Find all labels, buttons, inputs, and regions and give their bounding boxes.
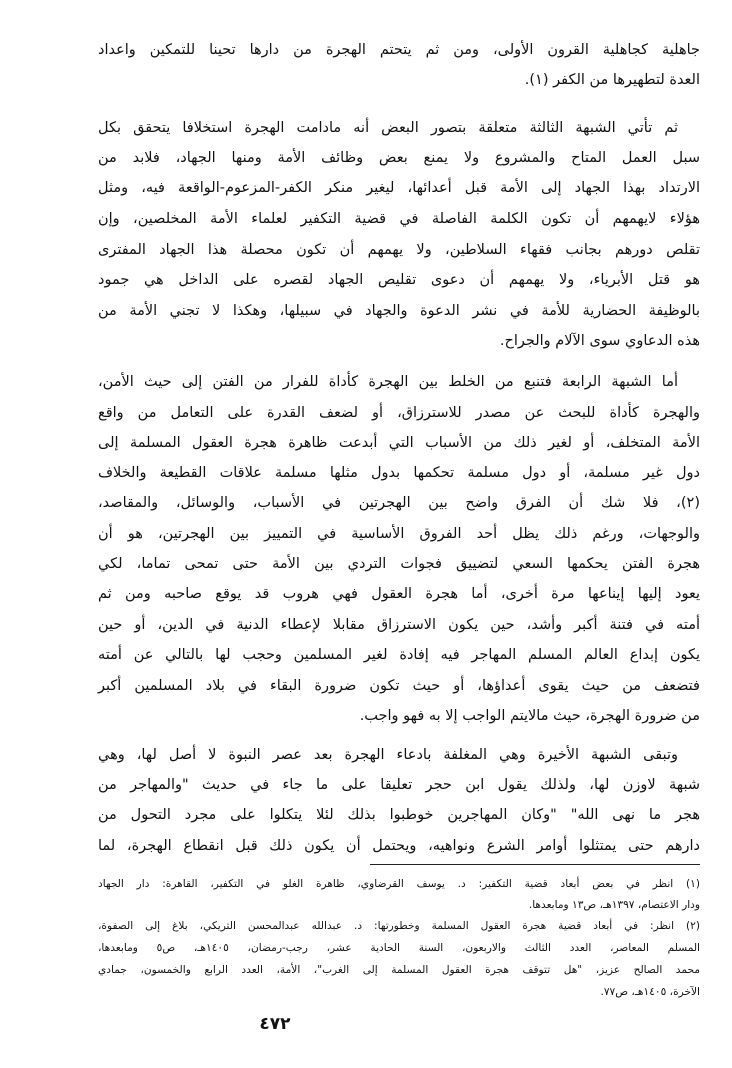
text-line: من ضرورة الهجرة، حيث مالايتم الواجب إلا به فهو واجب. xyxy=(359,708,700,724)
text-line: شبهة لاوزن لها، ولذلك يقول ابن حجر تعليقا على ما جاء في حديث "والمهاجر من xyxy=(98,777,700,793)
footnote-line: ودار الاعتصام، ١٣٩٧هـ، ص١٣ ومابعدها. xyxy=(528,899,700,911)
text-line: هجر ما نهى الله" "وكان المهاجرين خوطبوا بذلك لئلا يتكلوا على مجرد التحول من xyxy=(98,807,700,823)
text-line: يكون إبداع العالم المسلم المهاجر فيه إفادة لغير المسلمين وحجب لها بالتالي عن أمته xyxy=(98,647,700,663)
footnote-line: الآخرة، ١٤٠٥هـ، ص٧٧. xyxy=(600,986,700,998)
text-line: فتضعف من حيث يقوى أعداؤها، أو حيث تكون ضرورة البقاء في بلاد المسلمين أكبر xyxy=(98,678,700,694)
text-line: بالوظيفة الحضارية للأمة في نشر الدعوة والجهاد في سبيلها، وهكذا لا تجني الأمة من xyxy=(98,303,700,319)
page-number: ٤٧٢ xyxy=(259,1014,291,1034)
footnote-line: المسلم المعاصر، العدد الثالث والاربعون، السنة الحادية عشر، رجب-رمضان، ١٤٠٥هـ، ص٥ ومابعدها، xyxy=(98,942,700,954)
text-line: ثم تأتي الشبهة الثالثة متعلقة بتصور البعض أنه مادامت الهجرة استخلافا يتحقق بكل xyxy=(98,120,678,136)
text-line: أمته في فتنة أكبر وأشد، حين يكون الاسترزاق مقابلا لإعطاء الدنية في الدين، أو حين xyxy=(98,617,700,633)
text-line: العدة لتطهيرها من الكفر (١). xyxy=(524,72,700,88)
text-line: والهجرة كأداة للبحث عن مصدر للاسترزاق، أو لضعف القدرة على التعامل من واقع xyxy=(98,405,700,421)
text-line: وتبقى الشبهة الأخيرة وهي المغلفة بادعاء الهجرة بعد عصر النبوة لا أصل لها، وهي xyxy=(98,747,678,763)
text-line: هو قتل الأبرياء، ولا يهمهم أن دعوى تقليص الجهاد لقصره على الداخل هي جمود xyxy=(98,272,700,288)
text-line: هؤلاء لايهمهم أن تكون الكلمة الفاصلة في قضية التكفير لعلماء الأمة المخلصين، وإن xyxy=(98,211,700,227)
text-line: الأمة المتخلف، أو لغير ذلك من الأسباب التي أبدعت ظاهرة هجرة العقول المسلمة إلى xyxy=(98,435,700,451)
text-line: الارتداد بهذا الجهاد إلى الأمة قبل أعدائها، ليغير منكر الكفر-المزعوم-الواقعة فيه، ومثل xyxy=(98,180,700,196)
text-line: هذه الدعاوي سوى الآلام والجراح. xyxy=(499,333,700,349)
footnote-line: محمد الصالح عزيز، "هل تتوقف هجرة العقول المسلمة إلى الغرب"، الأمة، العدد الرابع والخمسون، جمادي xyxy=(98,964,700,976)
text-line: دول غير مسلمة، أو دول مسلمة تحكمها بدول مثلها مسلمة علاقات القطيعة والخلاف xyxy=(98,465,700,481)
text-line: يعود إليها إيناعها مرة أخرى، أما هجرة العقول فهي هروب قد يوقع صاحبه ومن ثم xyxy=(98,586,700,602)
text-line: والوجهات، ورغم ذلك يظل أحد الفروق الأساسية في التمييز بين الهجرتين، هو أن xyxy=(98,526,700,542)
text-line: جاهلية كجاهلية القرون الأولى، ومن ثم يتحتم الهجرة من دارها تحينا للتمكين واعداد xyxy=(98,42,700,58)
footnote-line: (٢) انظر: في أبعاد قضية هجرة العقول المسلمة وخطورتها: د. عبدالله عبدالمحسن التريكي، بلاغ إلى الصفوة، xyxy=(98,920,700,932)
text-line: سبل العمل المتاح والمشروع ولا يمنع بعض وظائف الأمة ومنها الجهاد، فلابد من xyxy=(98,150,700,166)
footnote-line: (١) انظر في بعض أبعاد قضية التكفير: د. يوسف القرضاوي، ظاهرة الغلو في التكفير، القاهرة: دار الجهاد xyxy=(98,878,700,890)
text-line: أما الشبهة الرابعة فتنبع من الخلط بين الهجرة كأداة للفرار من الفتن إلى حيث الأمن، xyxy=(98,374,678,390)
text-line: تقلص دورهم بجانب فقهاء السلاطين، ولا يهمهم أن تكون محصلة هذا الجهاد المفترى xyxy=(98,242,700,258)
text-line: دارهم حتى يمتثلوا أوامر الشرع ونواهيه، ويحتمل أن يكون ذلك قبل انقطاع الهجرة، لما xyxy=(98,838,700,854)
footnote-separator xyxy=(370,864,700,865)
text-line: هجرة الفتن يحكمها السعي لتضييق فجوات التردي بين الأمة حتى تمحى تماما، لكي xyxy=(98,556,700,572)
text-line: (٢)، فلا شك أن الفرق واضح بين الهجرتين في الأسباب، والوسائل، والمقاصد، xyxy=(98,495,700,511)
